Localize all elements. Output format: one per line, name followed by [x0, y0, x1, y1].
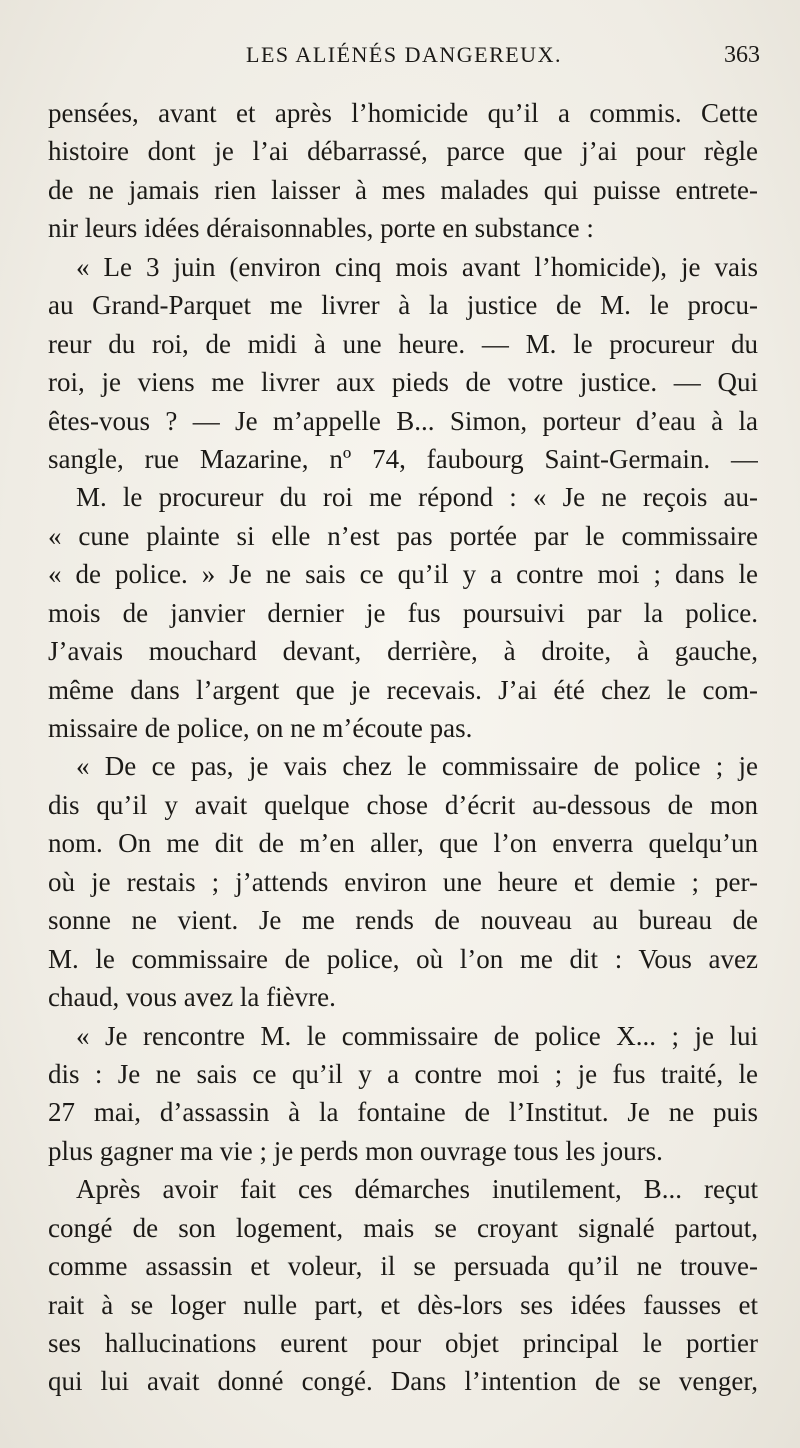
running-title: LES ALIÉNÉS DANGEREUX. [246, 42, 562, 67]
text-line: mois de janvier dernier je fus poursuivi par la police. [48, 597, 758, 628]
text-line: chaud, vous avez la fièvre. [48, 982, 336, 1013]
text-line: « cune plainte si elle n’est pas portée par le commissaire [48, 520, 758, 551]
text-line: reur du roi, de midi à une heure. — M. le procureur du [48, 328, 758, 359]
text-line: « De ce pas, je vais chez le commissaire de police ; je [76, 751, 758, 782]
text-line: congé de son logement, mais se croyant signalé partout, [48, 1212, 758, 1243]
text-line: nir leurs idées déraisonnables, porte en substance : [48, 213, 594, 244]
text-line: ses hallucinations eurent pour objet principal le portier [48, 1328, 758, 1358]
text-line: de ne jamais rien laisser à mes malades qui puisse entrete- [48, 174, 758, 205]
text-line: au Grand-Parquet me livrer à la justice de M. le procu- [48, 290, 758, 321]
text-line: « Le 3 juin (environ cinq mois avant l’homicide), je vais [76, 251, 758, 282]
text-line: roi, je viens me livrer aux pieds de votre justice. — Qui [48, 367, 758, 398]
text-line: même dans l’argent que je recevais. J’ai été chez le com- [48, 674, 758, 705]
page-header [48, 42, 760, 78]
text-line: « de police. » Je ne sais ce qu’il y a contre moi ; dans le [48, 559, 758, 590]
text-line: « Je rencontre M. le commissaire de police X... ; je lui [76, 1020, 758, 1051]
text-line: sangle, rue Mazarine, nº 74, faubourg Saint-Germain. — [48, 443, 758, 474]
text-line: dis qu’il y avait quelque chose d’écrit au-dessous de mon [48, 789, 758, 820]
text-line: missaire de police, on ne m’écoute pas. [48, 713, 473, 743]
body-text [48, 94, 758, 1401]
text-line: où je restais ; j’attends environ une heure et demie ; per- [48, 866, 758, 897]
text-line: sonne ne vient. Je me rends de nouveau au bureau de [48, 905, 758, 936]
text-line: pensées, avant et après l’homicide qu’il a commis. Cette [48, 98, 758, 128]
text-line: qui lui avait donné congé. Dans l’intention de se venger, [48, 1366, 758, 1397]
text-line: plus gagner ma vie ; je perds mon ouvrage tous les jours. [48, 1135, 663, 1166]
text-line: 27 mai, d’assassin à la fontaine de l’Institut. Je ne puis [48, 1097, 758, 1128]
text-line: M. le procureur du roi me répond : « Je ne reçois au- [76, 482, 758, 513]
text-line: comme assassin et voleur, il se persuada qu’il ne trouve- [48, 1251, 758, 1282]
text-line: histoire dont je l’ai débarrassé, parce que j’ai pour règle [48, 136, 758, 167]
text-line: Après avoir fait ces démarches inutilement, B... reçut [76, 1174, 758, 1205]
text-line: nom. On me dit de m’en aller, que l’on enverra quelqu’un [48, 828, 758, 859]
text-line: M. le commissaire de police, où l’on me dit : Vous avez [48, 943, 758, 974]
text-line: rait à se loger nulle part, et dès-lors ses idées fausses et [48, 1289, 758, 1320]
page-number: 363 [724, 42, 760, 68]
text-line: J’avais mouchard devant, derrière, à droite, à gauche, [48, 636, 758, 667]
text-line: êtes-vous ? — Je m’appelle B... Simon, porteur d’eau à la [48, 405, 758, 436]
text-line: dis : Je ne sais ce qu’il y a contre moi ; je fus traité, le [48, 1058, 758, 1089]
